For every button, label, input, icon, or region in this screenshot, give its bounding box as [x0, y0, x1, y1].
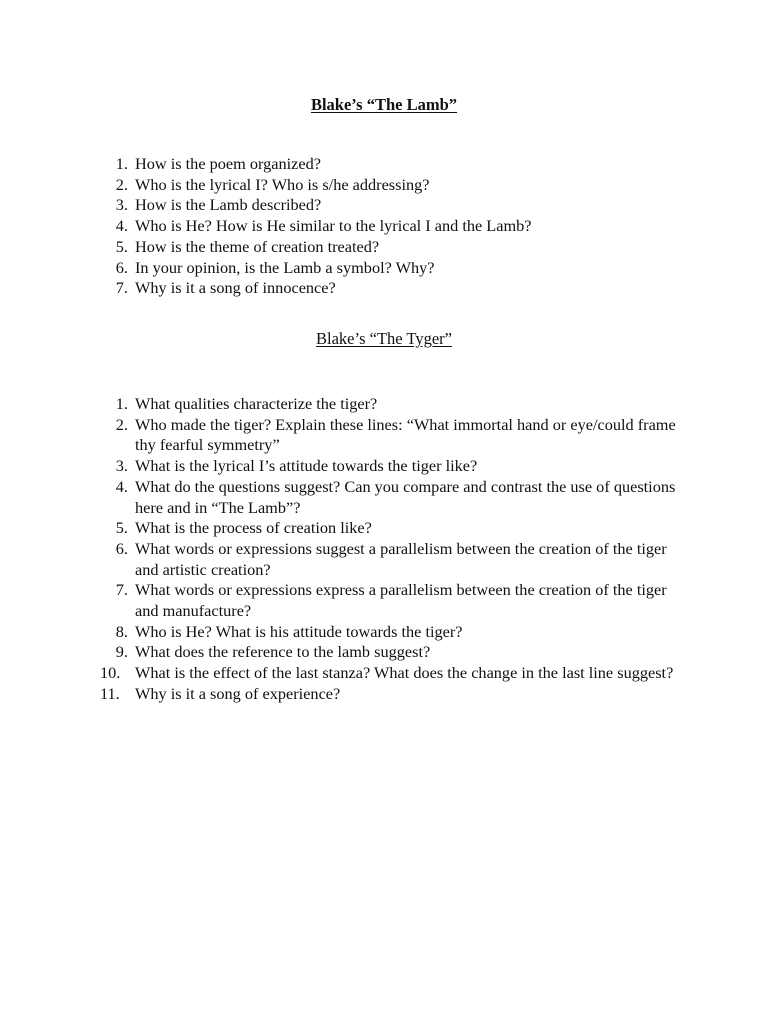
question-text: What words or expressions suggest a parallelism between the creation of the tiger and artistic creation?	[135, 538, 667, 579]
list-item	[106, 456, 682, 477]
list-item	[106, 622, 682, 643]
question-number: 4.	[115, 216, 128, 236]
list-item	[106, 394, 682, 415]
question-text: Who is the lyrical I? Who is s/he addressing?	[135, 174, 430, 194]
question-number: 3.	[115, 195, 128, 215]
question-text: In your opinion, is the Lamb a symbol? Why?	[135, 257, 435, 277]
list-item	[106, 237, 682, 258]
question-number: 1.	[115, 154, 128, 173]
question-text: What is the lyrical I’s attitude towards the tiger like?	[135, 456, 478, 476]
list-item	[106, 518, 682, 539]
list-item	[106, 195, 682, 216]
question-number: 7.	[115, 278, 128, 298]
tyger-question-list	[100, 394, 682, 705]
question-text: Why is it a song of innocence?	[135, 278, 336, 298]
question-text: What do the questions suggest? Can you compare and contrast the use of questions here and in “The Lamb”?	[135, 476, 676, 517]
tyger-section-title: Blake’s “The Tyger”	[316, 329, 452, 348]
list-item	[100, 683, 682, 705]
question-number: 10.	[100, 663, 121, 683]
list-item	[106, 415, 682, 456]
question-number: 8.	[115, 621, 128, 641]
question-number: 4.	[115, 476, 128, 496]
question-text: What does the reference to the lamb suggest?	[135, 642, 431, 662]
lamb-section-title: Blake’s “The Lamb”	[310, 95, 458, 114]
list-item	[106, 580, 682, 621]
question-number: 6.	[115, 538, 128, 558]
question-number: 7.	[115, 580, 128, 600]
question-text: What qualities characterize the tiger?	[135, 394, 378, 413]
question-number: 9.	[115, 642, 128, 662]
question-text: How is the Lamb described?	[135, 195, 322, 215]
list-item	[106, 175, 682, 196]
question-number: 2.	[115, 414, 128, 434]
question-number: 5.	[115, 518, 128, 538]
question-text: What words or expressions express a parallelism between the creation of the tiger and manufacture?	[135, 580, 667, 621]
list-item	[106, 539, 682, 580]
question-number: 1.	[115, 394, 128, 413]
question-text: What is the process of creation like?	[135, 518, 372, 538]
question-text: Why is it a song of experience?	[135, 683, 341, 703]
question-text: How is the theme of creation treated?	[135, 236, 380, 256]
question-number: 3.	[115, 456, 128, 476]
question-text: Who is He? How is He similar to the lyrical I and the Lamb?	[135, 216, 532, 236]
question-number: 11.	[100, 683, 120, 703]
list-item	[106, 216, 682, 237]
question-text: Who is He? What is his attitude towards the tiger?	[135, 621, 463, 641]
list-item	[106, 642, 682, 663]
question-number: 2.	[115, 174, 128, 194]
list-item	[106, 278, 682, 299]
question-text: How is the poem organized?	[135, 154, 321, 173]
lamb-question-list	[106, 154, 682, 299]
question-number: 6.	[115, 257, 128, 277]
list-item	[100, 663, 682, 684]
list-item	[106, 258, 682, 279]
question-text: What is the effect of the last stanza? What does the change in the last line suggest?	[135, 663, 674, 683]
list-item	[106, 477, 682, 518]
list-item	[106, 154, 682, 175]
question-text: Who made the tiger? Explain these lines: “What immortal hand or eye/could frame thy fearful symmetry”	[135, 414, 676, 455]
question-number: 5.	[115, 236, 128, 256]
